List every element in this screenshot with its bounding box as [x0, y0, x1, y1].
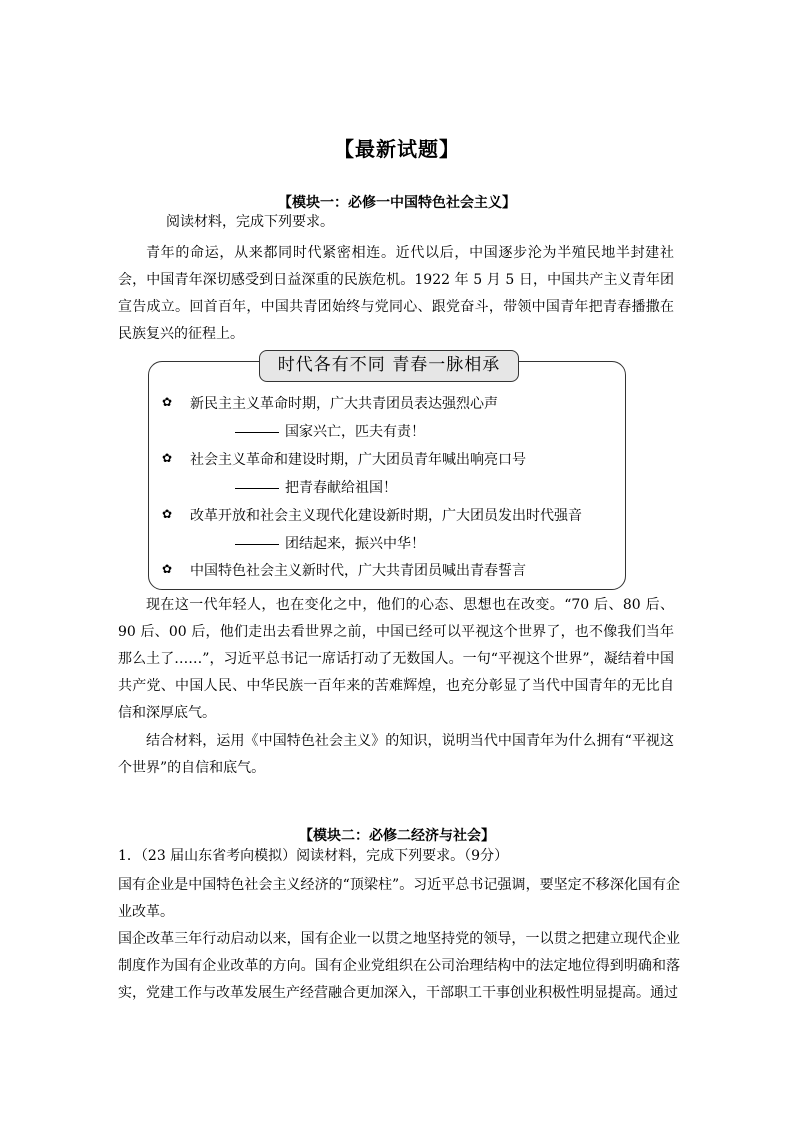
module2-question-1: 1．（23 届山东省考向模拟）阅读材料，完成下列要求。（9分） — [118, 848, 509, 864]
module1-instruction: 阅读材料，完成下列要求。 — [166, 214, 334, 230]
module2-heading: 【模块二：必修二经济与社会】 — [299, 828, 495, 844]
module1-paragraph-2: 现在这一代年轻人，也在变化之中，他们的心态、思想也在改变。“70 后、80 后、90 后、00 后，他们走出去看世界之前，中国已经可以平视这个世界了，也不像我们当年那么土了……”，习近平总书记一席话打动了无数国人。一句“平视这个世界”，凝结着中国共产党、中国人民、中华民族一百年来的苦难辉煌，也充分彰显了当代中国青年的无比自信和深厚底气。 — [118, 597, 674, 721]
box-item-text: 改革开放和社会主义现代化建设新时期，广大团员发出时代强音 — [190, 508, 582, 524]
dash-line — [235, 544, 279, 545]
box-item-slogan: 把青春献给祖国！ — [235, 477, 397, 497]
box-item-text: 新民主主义革命时期，广大共青团员表达强烈心声 — [190, 396, 498, 412]
box-item-text: 中国特色社会主义新时代，广大共青团员喊出青春誓言 — [190, 563, 526, 579]
slogan-box-title: 时代各有不同 青春一脉相承 — [259, 350, 519, 382]
module2-paragraph-2: 国企改革三年行动启动以来，国有企业一以贯之地坚持党的领导，一以贯之把建立现代企业制度作为国有企业改革的方向。国有企业党组织在公司治理结构中的法定地位得到明确和落实，党建工作与改革发展生产经营融合更加深入，干部职工干事创业积极性明显提高。通过 — [118, 931, 680, 1001]
module1-question: 结合材料，运用《中国特色社会主义》的知识，说明当代中国青年为什么拥有“平视这个世界”的自信和底气。 — [118, 733, 674, 776]
bullet-icon: ✿ — [162, 395, 173, 409]
bullet-icon: ✿ — [162, 562, 173, 576]
bullet-icon: ✿ — [162, 507, 173, 521]
module1-paragraph-1: 青年的命运，从来都同时代紧密相连。近代以后，中国逐步沦为半殖民地半封建社会，中国青年深切感受到日益深重的民族危机。1922 年 5 月 5 日，中国共产主义青年团宣告成立。回首百年，中国共青团始终与党同心、跟党奋斗，带领中国青年把青春播撒在民族复兴的征程上。 — [118, 245, 674, 342]
bullet-icon: ✿ — [162, 451, 173, 465]
module2-paragraph-1: 国有企业是中国特色社会主义经济的“顶梁柱”。习近平总书记强调，要坚定不移深化国有企业改革。 — [118, 877, 680, 920]
box-item-slogan: 国家兴亡，匹夫有责！ — [235, 421, 425, 441]
module1-heading: 【模块一：必修一中国特色社会主义】 — [278, 195, 516, 211]
box-item-text: 社会主义革命和建设时期，广大团员青年喊出响亮口号 — [190, 452, 526, 468]
dash-line — [235, 488, 279, 489]
dash-line — [235, 432, 279, 433]
box-item-slogan: 团结起来，振兴中华！ — [235, 533, 425, 553]
page-title: 【最新试题】 — [334, 137, 460, 161]
